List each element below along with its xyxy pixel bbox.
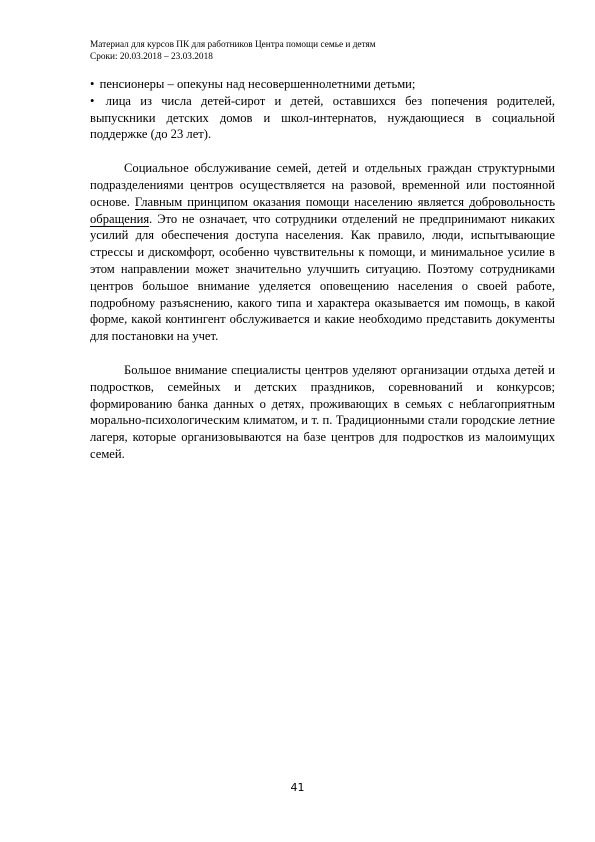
list-item [90, 76, 555, 93]
emphasized-principle: Главным принципом оказания помощи населению является добровольность обращения [90, 194, 555, 226]
document-body [90, 76, 555, 463]
bullet-list [90, 76, 555, 143]
paragraph-leisure: Большое внимание специалисты центров уделяют организации отдыха детей и подростков, семейных и детских праздников, соревнований и конкурсов; формированию банка данных о детях, проживающих в семьях с неблагоприятным морально-психологическим климатом, и т. п. Традиционными стали городские летние лагеря, которые организовываются на базе центров для подростков из малоимущих семей. [90, 362, 555, 461]
header-course-title: Материал для курсов ПК для работников Центра помощи семье и детям [90, 40, 376, 50]
page-header [90, 39, 510, 63]
page-number: 41 [290, 781, 305, 794]
paragraph-social-services [90, 160, 555, 345]
header-course-dates: Сроки: 20.03.2018 – 23.03.2018 [90, 52, 213, 62]
paragraph-text: Социальное обслуживание семей, детей и отдельных граждан структурными подразделениями центров осуществляется на разовой, временной или постоянной основе. [90, 161, 555, 209]
bullet-mark: • [90, 93, 95, 108]
list-item [90, 93, 555, 143]
paragraph-text: . Это не означает, что сотрудники отделений не предпринимают никаких усилий для обеспечения доступа населения. Как правило, люди, испытывающие стрессы и дискомфорт, особенно чувствительны к помощи, и минимальное усилие в этом направлении может значительно улучшить ситуацию. Поэтому сотрудниками центров большое внимание уделяется оповещению населения о своей работе, подробному разъяснению, какого типа и характера оказывается им помощь, в какой форме, какой контингент обслуживается и какие необходимо представить документы для постановки на учет. [90, 211, 555, 344]
list-item-text: лица из числа детей-сирот и детей, оставшихся без попечения родителей, выпускники детских домов и школ-интернатов, нуждающиеся в социальной поддержке (до 23 лет). [90, 93, 555, 142]
bullet-mark: • [90, 77, 95, 91]
list-item-text: пенсионеры – опекуны над несовершеннолетними детьми; [99, 77, 416, 91]
